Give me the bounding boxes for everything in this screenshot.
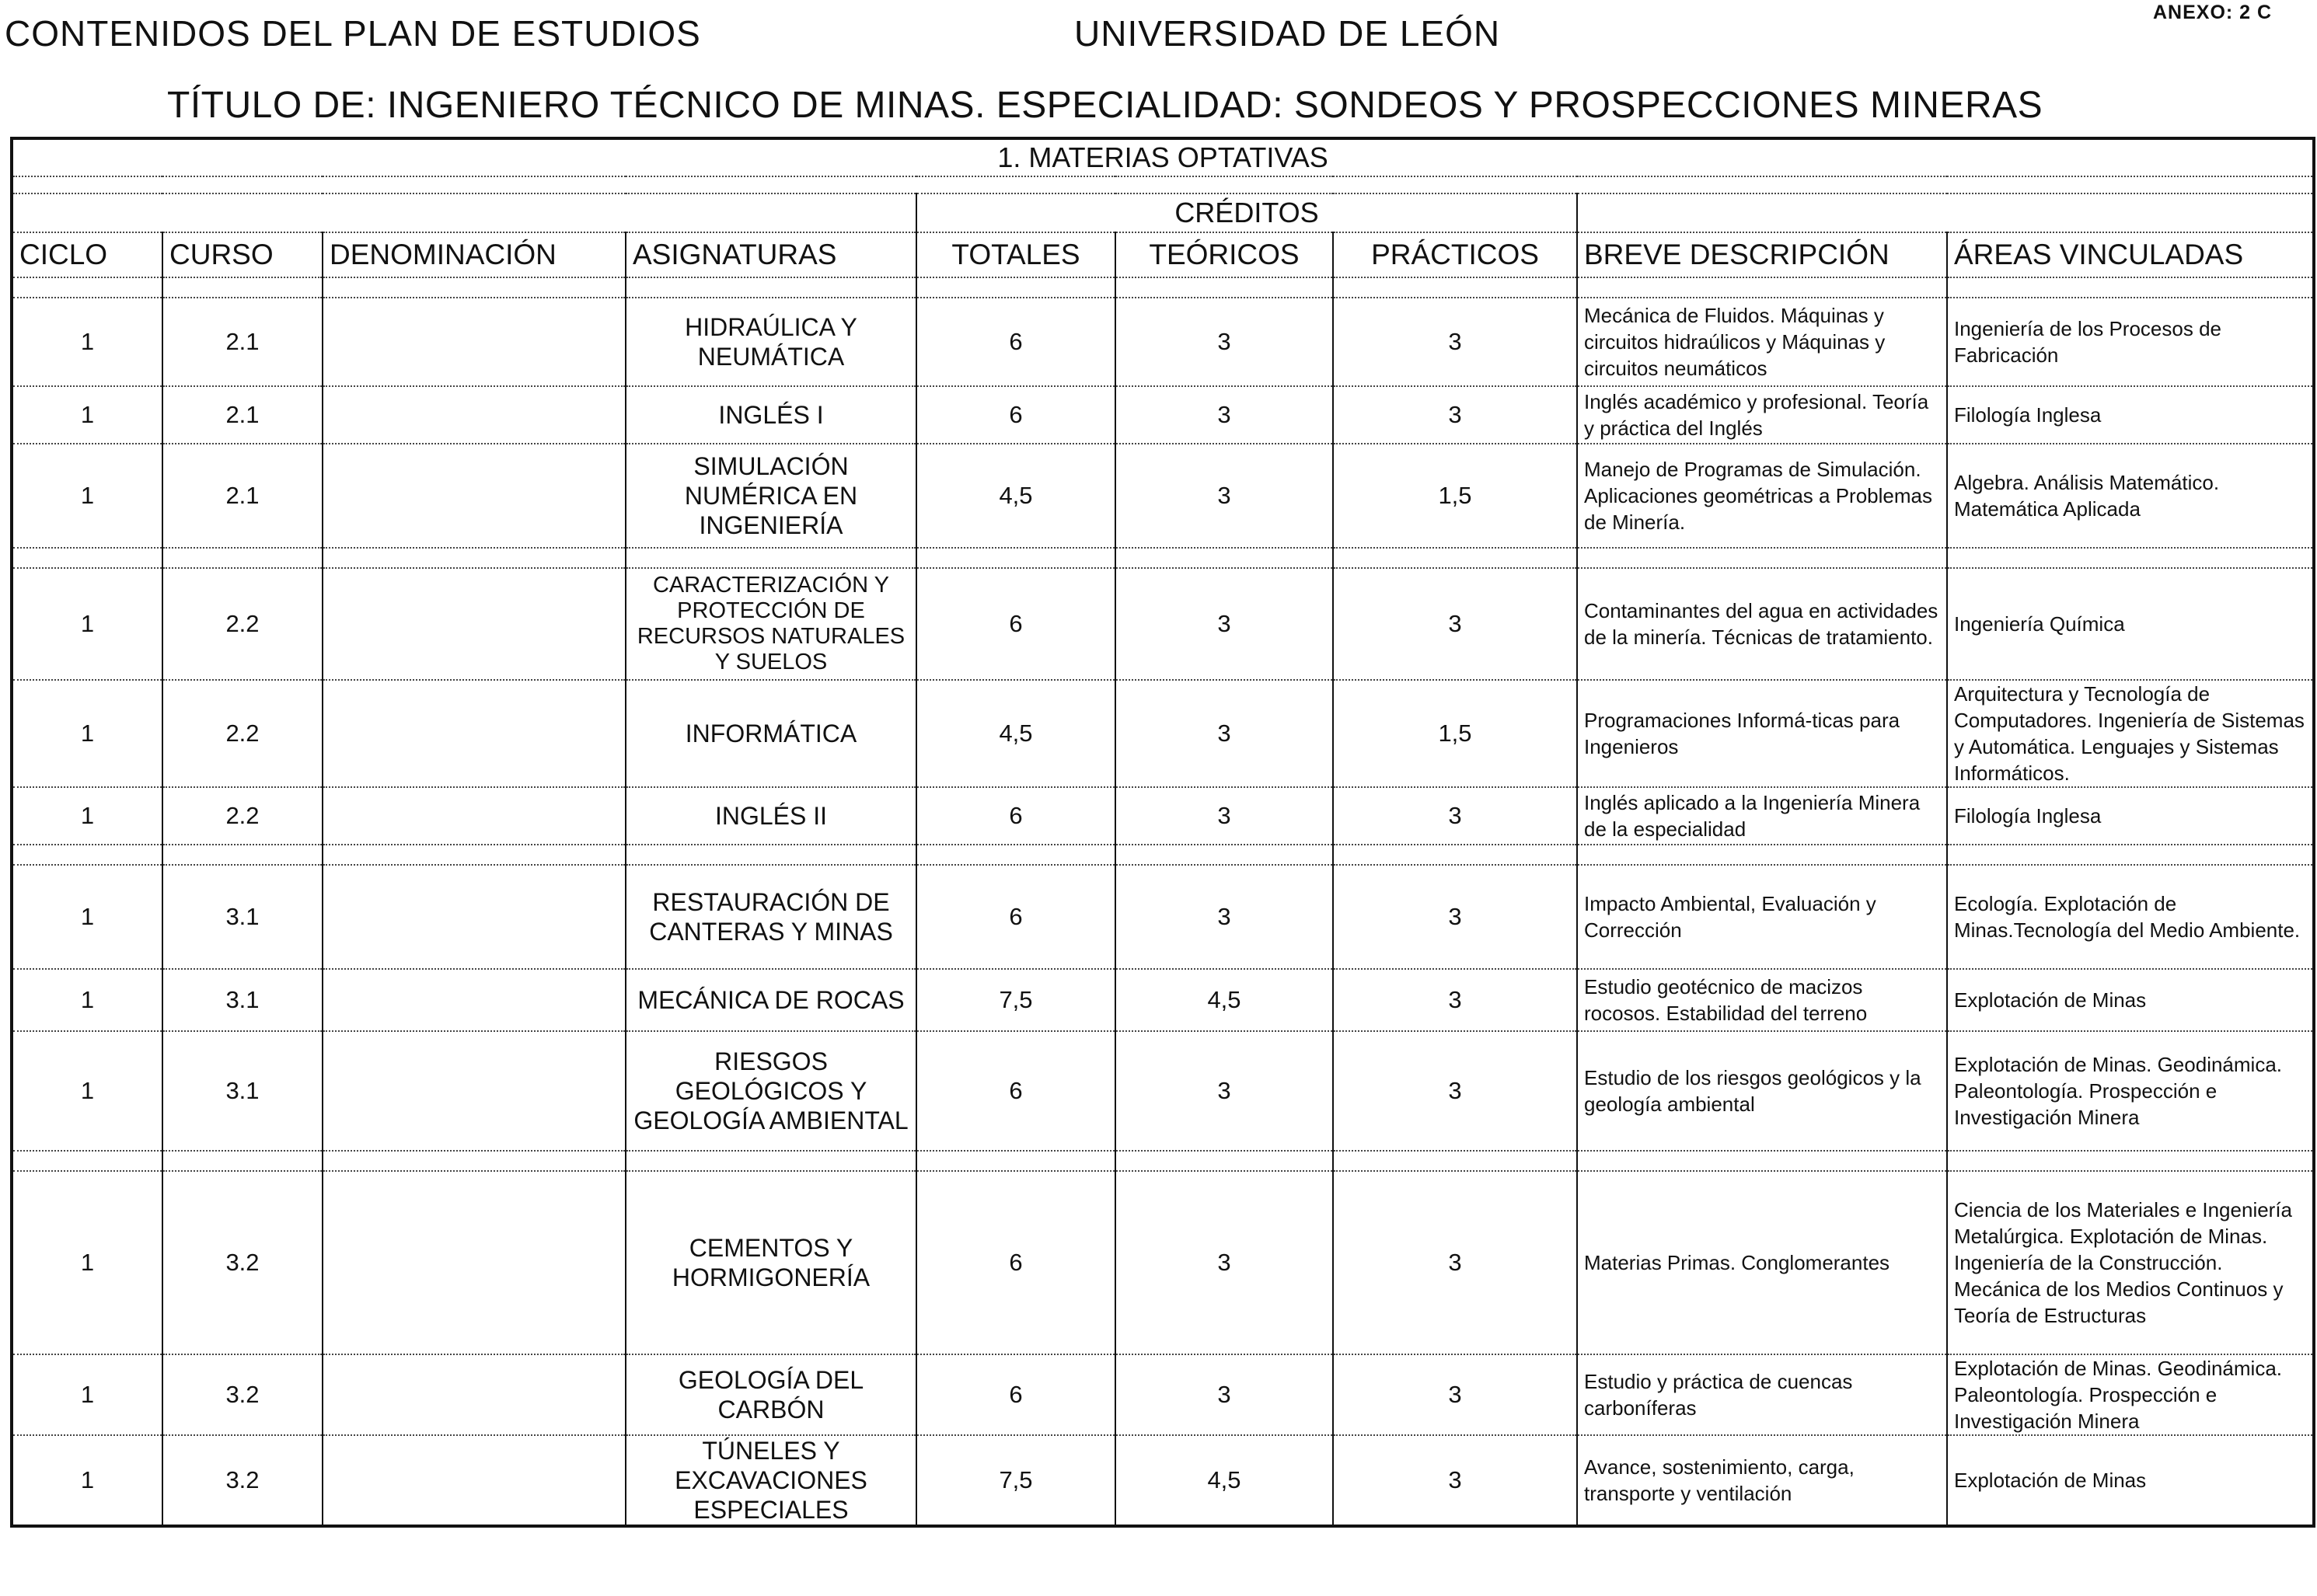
cell-curso: 2.2 [162,680,323,787]
table-row [12,386,2314,444]
separator-cell [1947,277,2314,298]
group-separator [12,845,2314,865]
cell-areas: Ingeniería Química [1947,568,2314,680]
cell-practicos: 3 [1333,386,1577,444]
cell-denominacion [323,568,626,680]
university-name: UNIVERSIDAD DE LEÓN [1074,13,1501,54]
table-row [12,1354,2314,1435]
separator-cell [323,548,626,568]
separator-cell [1115,548,1333,568]
cell-teoricos: 4,5 [1115,969,1333,1031]
cell-descripcion: Estudio de los riesgos geológicos y la geología ambiental [1577,1031,1947,1151]
cell-teoricos: 3 [1115,298,1333,386]
table-row [12,1171,2314,1354]
cell-asignatura: INGLÉS I [626,386,916,444]
cell-ciclo: 1 [12,444,162,548]
header-spacer [12,193,916,232]
cell-areas: Algebra. Análisis Matemático. Matemática Aplicada [1947,444,2314,548]
cell-asignatura: INFORMÁTICA [626,680,916,787]
cell-ciclo: 1 [12,1171,162,1354]
annex-label: ANEXO: 2 C [2153,2,2273,23]
separator-cell [916,845,1115,865]
cell-curso: 3.2 [162,1354,323,1435]
cell-curso: 2.2 [162,568,323,680]
column-header-descripcion: BREVE DESCRIPCIÓN [1577,232,1947,277]
separator-cell [1115,845,1333,865]
cell-areas: Explotación de Minas [1947,969,2314,1031]
column-header-teoricos: TEÓRICOS [1115,232,1333,277]
cell-teoricos: 3 [1115,568,1333,680]
separator-cell [916,277,1115,298]
cell-ciclo: 1 [12,680,162,787]
separator-cell [1947,845,2314,865]
section-title: 1. MATERIAS OPTATIVAS [12,138,2314,176]
header-spacer-right [1577,193,2314,232]
cell-ciclo: 1 [12,1031,162,1151]
cell-teoricos: 3 [1115,865,1333,969]
separator-cell [1577,1151,1947,1171]
cell-practicos: 3 [1333,1435,1577,1526]
credits-header: CRÉDITOS [916,193,1577,232]
separator-cell [1333,548,1577,568]
cell-teoricos: 3 [1115,386,1333,444]
cell-totales: 6 [916,386,1115,444]
column-header-totales: TOTALES [916,232,1115,277]
column-header-asignaturas: ASIGNATURAS [626,232,916,277]
cell-asignatura: RESTAURACIÓN DE CANTERAS Y MINAS [626,865,916,969]
cell-descripcion: Inglés académico y profesional. Teoría y práctica del Inglés [1577,386,1947,444]
separator-cell [12,548,162,568]
cell-ciclo: 1 [12,386,162,444]
cell-ciclo: 1 [12,568,162,680]
cell-curso: 2.1 [162,386,323,444]
table-row [12,568,2314,680]
column-header-practicos: PRÁCTICOS [1333,232,1577,277]
cell-ciclo: 1 [12,1354,162,1435]
column-header-areas: ÁREAS VINCULADAS [1947,232,2314,277]
cell-totales: 7,5 [916,1435,1115,1526]
separator-cell [1947,1151,2314,1171]
separator-cell [1333,277,1577,298]
table-row [12,444,2314,548]
separator-cell [323,277,626,298]
cell-denominacion [323,386,626,444]
cell-curso: 2.1 [162,444,323,548]
column-header-denominacion: DENOMINACIÓN [323,232,626,277]
cell-areas: Ecología. Explotación de Minas.Tecnología del Medio Ambiente. [1947,865,2314,969]
cell-denominacion [323,969,626,1031]
cell-curso: 3.1 [162,1031,323,1151]
cell-teoricos: 3 [1115,787,1333,845]
cell-areas: Explotación de Minas [1947,1435,2314,1526]
cell-totales: 6 [916,298,1115,386]
cell-practicos: 3 [1333,969,1577,1031]
column-header-curso: CURSO [162,232,323,277]
cell-totales: 6 [916,787,1115,845]
cell-descripcion: Impacto Ambiental, Evaluación y Corrección [1577,865,1947,969]
cell-denominacion [323,680,626,787]
cell-areas: Explotación de Minas. Geodinámica. Paleontología. Prospección e Investigación Minera [1947,1031,2314,1151]
cell-curso: 2.2 [162,787,323,845]
cell-asignatura: SIMULACIÓN NUMÉRICA EN INGENIERÍA [626,444,916,548]
table-body [12,277,2314,1526]
table-row [12,680,2314,787]
cell-practicos: 3 [1333,298,1577,386]
cell-practicos: 3 [1333,1171,1577,1354]
table-row [12,865,2314,969]
cell-asignatura: MECÁNICA DE ROCAS [626,969,916,1031]
separator-cell [162,845,323,865]
cell-curso: 3.1 [162,865,323,969]
separator-cell [12,845,162,865]
cell-denominacion [323,787,626,845]
cell-denominacion [323,865,626,969]
cell-practicos: 1,5 [1333,444,1577,548]
cell-teoricos: 3 [1115,444,1333,548]
table-row [12,1435,2314,1526]
separator-cell [916,548,1115,568]
separator-cell [626,1151,916,1171]
spacer-row [12,176,2314,193]
cell-teoricos: 3 [1115,680,1333,787]
cell-ciclo: 1 [12,865,162,969]
cell-asignatura: GEOLOGÍA DEL CARBÓN [626,1354,916,1435]
cell-practicos: 3 [1333,787,1577,845]
cell-totales: 6 [916,568,1115,680]
separator-cell [1333,1151,1577,1171]
cell-asignatura: RIESGOS GEOLÓGICOS Y GEOLOGÍA AMBIENTAL [626,1031,916,1151]
cell-practicos: 3 [1333,865,1577,969]
cell-denominacion [323,1435,626,1526]
table-row [12,969,2314,1031]
separator-cell [323,845,626,865]
cell-totales: 6 [916,1354,1115,1435]
separator-cell [626,845,916,865]
cell-descripcion: Programaciones Informá-ticas para Ingenieros [1577,680,1947,787]
cell-totales: 4,5 [916,680,1115,787]
separator-cell [1577,845,1947,865]
cell-denominacion [323,1031,626,1151]
cell-teoricos: 3 [1115,1354,1333,1435]
cell-teoricos: 3 [1115,1171,1333,1354]
cell-denominacion [323,298,626,386]
cell-asignatura: HIDRAÚLICA Y NEUMÁTICA [626,298,916,386]
cell-totales: 6 [916,1031,1115,1151]
cell-curso: 3.2 [162,1171,323,1354]
cell-totales: 6 [916,1171,1115,1354]
separator-cell [1577,277,1947,298]
cell-descripcion: Inglés aplicado a la Ingeniería Minera de la especialidad [1577,787,1947,845]
cell-areas: Ingeniería de los Procesos de Fabricación [1947,298,2314,386]
cell-curso: 2.1 [162,298,323,386]
group-separator [12,1151,2314,1171]
group-separator [12,277,2314,298]
cell-denominacion [323,1354,626,1435]
cell-practicos: 1,5 [1333,680,1577,787]
table-row [12,298,2314,386]
separator-cell [1115,1151,1333,1171]
cell-areas: Filología Inglesa [1947,787,2314,845]
cell-descripcion: Avance, sostenimiento, carga, transporte y ventilación [1577,1435,1947,1526]
cell-ciclo: 1 [12,1435,162,1526]
cell-practicos: 3 [1333,1354,1577,1435]
cell-totales: 6 [916,865,1115,969]
separator-cell [162,277,323,298]
cell-descripcion: Contaminantes del agua en actividades de la minería. Técnicas de tratamiento. [1577,568,1947,680]
separator-cell [1333,845,1577,865]
cell-ciclo: 1 [12,298,162,386]
cell-teoricos: 4,5 [1115,1435,1333,1526]
separator-cell [626,277,916,298]
cell-denominacion [323,1171,626,1354]
column-header-ciclo: CICLO [12,232,162,277]
cell-asignatura: CEMENTOS Y HORMIGONERÍA [626,1171,916,1354]
separator-cell [323,1151,626,1171]
cell-totales: 7,5 [916,969,1115,1031]
cell-ciclo: 1 [12,969,162,1031]
separator-cell [12,1151,162,1171]
cell-areas: Explotación de Minas. Geodinámica. Paleontología. Prospección e Investigación Minera [1947,1354,2314,1435]
cell-asignatura: TÚNELES Y EXCAVACIONES ESPECIALES [626,1435,916,1526]
table-row [12,787,2314,845]
document-header-left: CONTENIDOS DEL PLAN DE ESTUDIOS [5,13,701,54]
cell-descripcion: Mecánica de Fluidos. Máquinas y circuitos hidraúlicos y Máquinas y circuitos neumáticos [1577,298,1947,386]
separator-cell [162,548,323,568]
cell-areas: Arquitectura y Tecnología de Computadores. Ingeniería de Sistemas y Automática. Lenguajes y Sistemas Informáticos. [1947,680,2314,787]
separator-cell [626,548,916,568]
separator-cell [162,1151,323,1171]
curriculum-table [10,137,2315,1528]
cell-ciclo: 1 [12,787,162,845]
cell-areas: Ciencia de los Materiales e Ingeniería Metalúrgica. Explotación de Minas. Ingeniería de la Construcción. Mecánica de los Medios Continuos y Teoría de Estructuras [1947,1171,2314,1354]
cell-descripcion: Estudio geotécnico de macizos rocosos. Estabilidad del terreno [1577,969,1947,1031]
group-separator [12,548,2314,568]
separator-cell [12,277,162,298]
separator-cell [1577,548,1947,568]
separator-cell [916,1151,1115,1171]
cell-practicos: 3 [1333,568,1577,680]
cell-teoricos: 3 [1115,1031,1333,1151]
cell-asignatura: INGLÉS II [626,787,916,845]
cell-denominacion [323,444,626,548]
cell-descripcion: Materias Primas. Conglomerantes [1577,1171,1947,1354]
page-title: TÍTULO DE: INGENIERO TÉCNICO DE MINAS. ESPECIALIDAD: SONDEOS Y PROSPECCIONES MINERAS [167,85,2043,126]
cell-descripcion: Estudio y práctica de cuencas carboníferas [1577,1354,1947,1435]
separator-cell [1947,548,2314,568]
cell-curso: 3.1 [162,969,323,1031]
cell-descripcion: Manejo de Programas de Simulación. Aplicaciones geométricas a Problemas de Minería. [1577,444,1947,548]
separator-cell [1115,277,1333,298]
cell-areas: Filología Inglesa [1947,386,2314,444]
cell-totales: 4,5 [916,444,1115,548]
cell-curso: 3.2 [162,1435,323,1526]
cell-asignatura: CARACTERIZACIÓN Y PROTECCIÓN DE RECURSOS NATURALES Y SUELOS [626,568,916,680]
table-row [12,1031,2314,1151]
cell-practicos: 3 [1333,1031,1577,1151]
